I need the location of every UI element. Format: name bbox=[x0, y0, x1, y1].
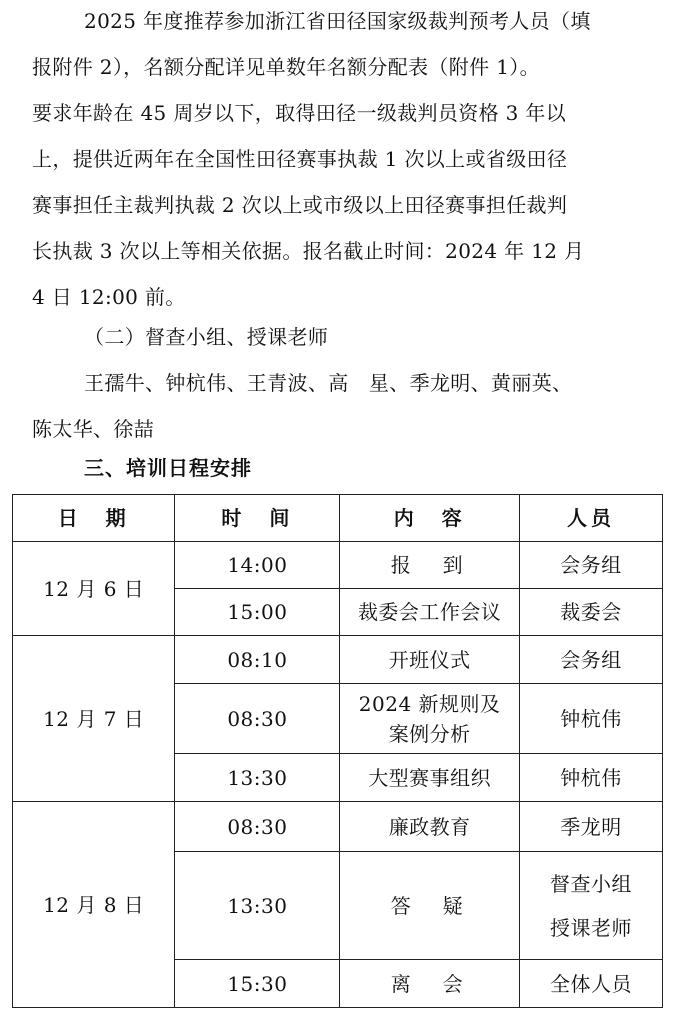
person-cell: 会务组 bbox=[519, 542, 662, 589]
subsection-heading: （二）督查小组、授课老师 bbox=[84, 325, 329, 349]
content-cell: 大型赛事组织 bbox=[340, 754, 520, 802]
paragraph-line: 上，提供近两年在全国性田径赛事执裁 1 次以上或省级田径 bbox=[32, 147, 568, 171]
header-person: 人员 bbox=[519, 495, 662, 542]
content-line: 2024 新规则及 bbox=[358, 691, 501, 716]
paragraph-line: 报附件 2），名额分配详见单数年名额分配表（附件 1）。 bbox=[32, 55, 540, 79]
time-cell: 08:30 bbox=[175, 684, 340, 754]
paragraph-line: 赛事担任主裁判执裁 2 次以上或市级以上田径赛事担任裁判 bbox=[32, 193, 568, 217]
header-date: 日 期 bbox=[13, 495, 175, 542]
time-cell: 14:00 bbox=[175, 542, 340, 589]
paragraph-line: 要求年龄在 45 周岁以下，取得田径一级裁判员资格 3 年以 bbox=[32, 101, 567, 125]
date-cell: 12 月 8 日 bbox=[13, 802, 175, 1008]
paragraph-line: 长执裁 3 次以上等相关依据。报名截止时间：2024 年 12 月 bbox=[32, 239, 585, 263]
table-row bbox=[13, 636, 663, 684]
person-line: 督查小组 bbox=[549, 871, 632, 896]
subsection-supervision bbox=[32, 314, 644, 452]
person-line: 授课老师 bbox=[549, 915, 632, 940]
person-cell: 钟杭伟 bbox=[519, 684, 662, 754]
names-line: 陈太华、徐喆 bbox=[32, 417, 155, 441]
content-cell: 裁委会工作会议 bbox=[340, 589, 520, 636]
content-cell: 答 疑 bbox=[340, 852, 520, 960]
time-cell: 15:30 bbox=[175, 960, 340, 1008]
content-cell: 报 到 bbox=[340, 542, 520, 589]
time-cell: 13:30 bbox=[175, 852, 340, 960]
time-cell: 08:10 bbox=[175, 636, 340, 684]
person-cell: 季龙明 bbox=[519, 802, 662, 852]
header-time: 时 间 bbox=[175, 495, 340, 542]
content-cell bbox=[340, 684, 520, 754]
person-cell: 钟杭伟 bbox=[519, 754, 662, 802]
time-cell: 15:00 bbox=[175, 589, 340, 636]
header-content: 内 容 bbox=[340, 495, 520, 542]
paragraph-line: 4 日 12:00 前。 bbox=[32, 285, 186, 309]
table-row bbox=[13, 542, 663, 589]
content-cell: 离 会 bbox=[340, 960, 520, 1008]
table-row bbox=[13, 802, 663, 852]
section-heading: 三、培训日程安排 bbox=[84, 456, 252, 480]
content-line: 案例分析 bbox=[388, 721, 471, 746]
table-header-row bbox=[13, 495, 663, 542]
person-cell bbox=[519, 852, 662, 960]
names-line: 王孺牛、钟杭伟、王青波、高 星、季龙明、黄丽英、 bbox=[84, 371, 573, 395]
schedule-table bbox=[12, 494, 663, 1008]
paragraph-line: 2025 年度推荐参加浙江省田径国家级裁判预考人员（填 bbox=[84, 9, 591, 33]
date-cell: 12 月 6 日 bbox=[13, 542, 175, 636]
content-cell: 廉政教育 bbox=[340, 802, 520, 852]
date-cell: 12 月 7 日 bbox=[13, 636, 175, 802]
time-cell: 08:30 bbox=[175, 802, 340, 852]
person-cell: 全体人员 bbox=[519, 960, 662, 1008]
person-cell: 裁委会 bbox=[519, 589, 662, 636]
person-cell: 会务组 bbox=[519, 636, 662, 684]
content-cell: 开班仪式 bbox=[340, 636, 520, 684]
registration-paragraph bbox=[32, 0, 644, 320]
time-cell: 13:30 bbox=[175, 754, 340, 802]
